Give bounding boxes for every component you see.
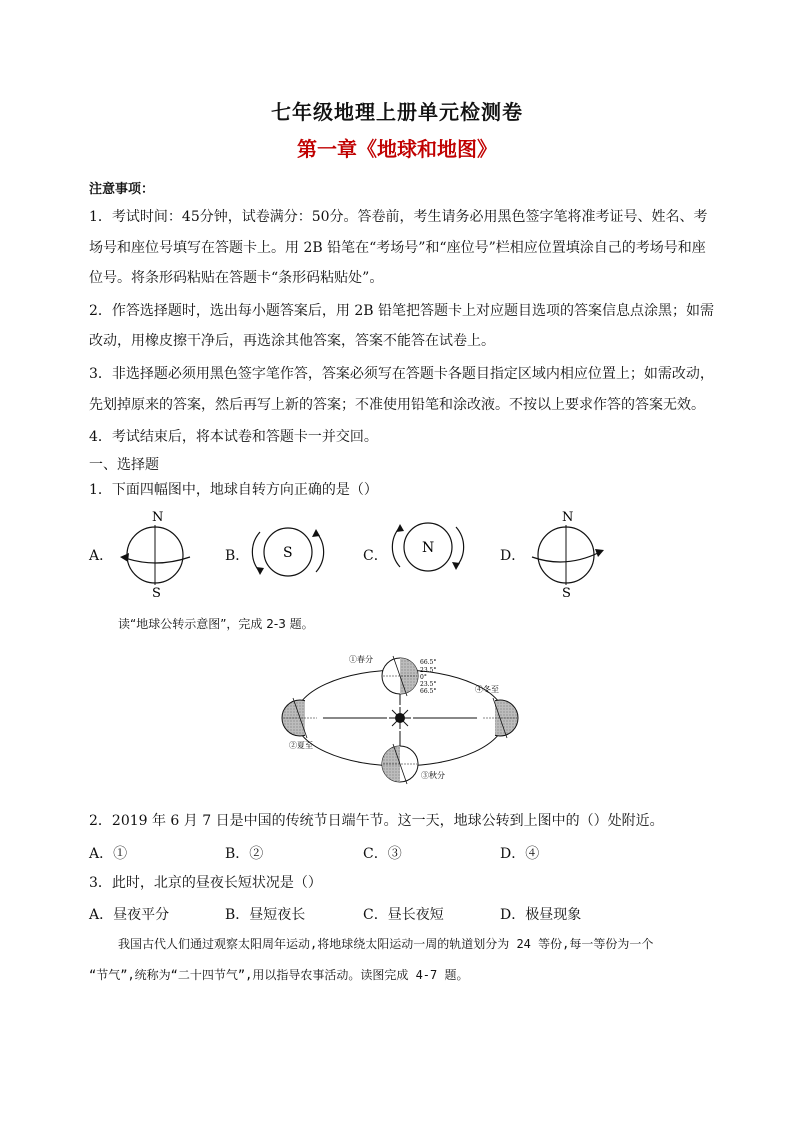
- rotation-arc-left: [252, 532, 260, 572]
- rotation-arc-right: [316, 532, 324, 572]
- notice-heading: 注意事项：: [89, 182, 155, 197]
- lat-label: 0°: [420, 674, 427, 681]
- globe-winter: [477, 698, 518, 738]
- notice-line: 位号。将条形码粘贴在答题卡“条形码粘贴处”。: [89, 270, 384, 286]
- label-autumn: ③秋分: [421, 771, 445, 780]
- notice-line: 4．考试结束后，将本试卷和答题卡一并交回。: [89, 429, 378, 445]
- question-1-stem: 1．下面四幅图中，地球自转方向正确的是（）: [89, 482, 378, 498]
- notice-line: 3．非选择题必须用黑色签字笔作答，答案必须写在答题卡各题目指定区域内相应位置上；如需改动，: [89, 366, 714, 382]
- question-2-stem: 2．2019 年 6 月 7 日是中国的传统节日端午节。这一天，地球公转到上图中的（）处附近。: [89, 813, 664, 829]
- label-summer: ②夏至: [289, 741, 313, 750]
- lat-label: 23.5°: [420, 667, 437, 674]
- arrow-head: [120, 553, 129, 562]
- earth-revolution-diagram: [275, 648, 525, 798]
- q1-figure-c: [388, 515, 468, 580]
- globe-autumn: [382, 744, 418, 784]
- notice-line: 先划掉原来的答案，然后再写上新的答案；不准使用铅笔和涂改液。不按以上要求作答的答案无效。: [89, 397, 705, 413]
- q3-option-d: D．极昼现象: [500, 907, 582, 923]
- south-pole-label: S: [283, 545, 293, 561]
- label-winter: ④冬至: [475, 685, 499, 694]
- lat-label: 66.5°: [420, 688, 437, 695]
- notice-line: 1．考试时间：45分钟，试卷满分：50分。答卷前，考生请务必用黑色签字笔将准考证号、姓名、考: [89, 209, 708, 225]
- q1-option-c-label: C．: [363, 548, 388, 564]
- q3-option-b: B．昼短夜长: [225, 907, 306, 923]
- lat-label: 23.5°: [420, 681, 437, 688]
- q3-option-a: A．昼夜平分: [89, 907, 170, 923]
- q1-option-a-label: A．: [89, 548, 114, 564]
- q2-option-d: D．④: [500, 846, 540, 862]
- arrow-head: [256, 567, 264, 575]
- north-label: N: [152, 510, 164, 525]
- chapter-title: 第一章《地球和地图》: [297, 137, 497, 161]
- north-label: N: [562, 510, 574, 525]
- globe-spring: [382, 656, 418, 696]
- arrow-head: [312, 529, 320, 537]
- arrow-head: [396, 524, 404, 532]
- page-title: 七年级地理上册单元检测卷: [271, 100, 523, 124]
- q1-figure-b: [248, 520, 328, 585]
- globe-summer: [282, 698, 323, 738]
- north-pole-label: N: [422, 540, 435, 556]
- rotation-arrow: [122, 557, 190, 563]
- label-spring: ①春分: [349, 655, 373, 664]
- notice-line: 改动，用橡皮擦干净后，再选涂其他答案，答案不能答在试卷上。: [89, 333, 495, 349]
- notice-line: 2．作答选择题时，选出每小题答案后，用 2B 铅笔把答题卡上对应题目选项的答案信息点涂黑；如需: [89, 303, 715, 319]
- sun-icon: [389, 707, 411, 729]
- section-heading: 一、选择题: [89, 457, 159, 473]
- q2-option-b: B．②: [225, 846, 264, 862]
- q1-figure-d: [522, 505, 617, 600]
- q2-option-c: C．③: [363, 846, 402, 862]
- passage-line-2: “节气”,统称为“二十四节气”,用以指导农事活动。读图完成 4-7 题。: [89, 968, 469, 982]
- south-label: S: [152, 586, 161, 600]
- q1-option-b-label: B．: [225, 548, 250, 564]
- passage-line-1: 我国古代人们通过观察太阳周年运动,将地球绕太阳运动一周的轨道划分为 24 等份,每一等份为一个: [118, 937, 654, 951]
- lat-label: 66.5°: [420, 659, 437, 666]
- q2-option-a: A．①: [89, 846, 128, 862]
- notice-line: 场号和座位号填写在答题卡上。用 2B 铅笔在“考场号”和“座位号”栏相应位置填涂自己的考场号和座: [89, 240, 706, 256]
- q3-option-c: C．昼长夜短: [363, 907, 444, 923]
- question-3-stem: 3．此时，北京的昼夜长短状况是（）: [89, 875, 322, 891]
- figure-caption: 读“地球公转示意图”，完成 2-3 题。: [118, 617, 314, 631]
- arrow-head: [452, 562, 460, 570]
- arrow-head: [595, 549, 604, 557]
- q1-figure-a: [110, 505, 200, 600]
- rotation-arc-left: [392, 527, 400, 567]
- q1-option-d-label: D．: [500, 548, 526, 564]
- rotation-arc-right: [456, 527, 464, 567]
- south-label: S: [562, 586, 571, 600]
